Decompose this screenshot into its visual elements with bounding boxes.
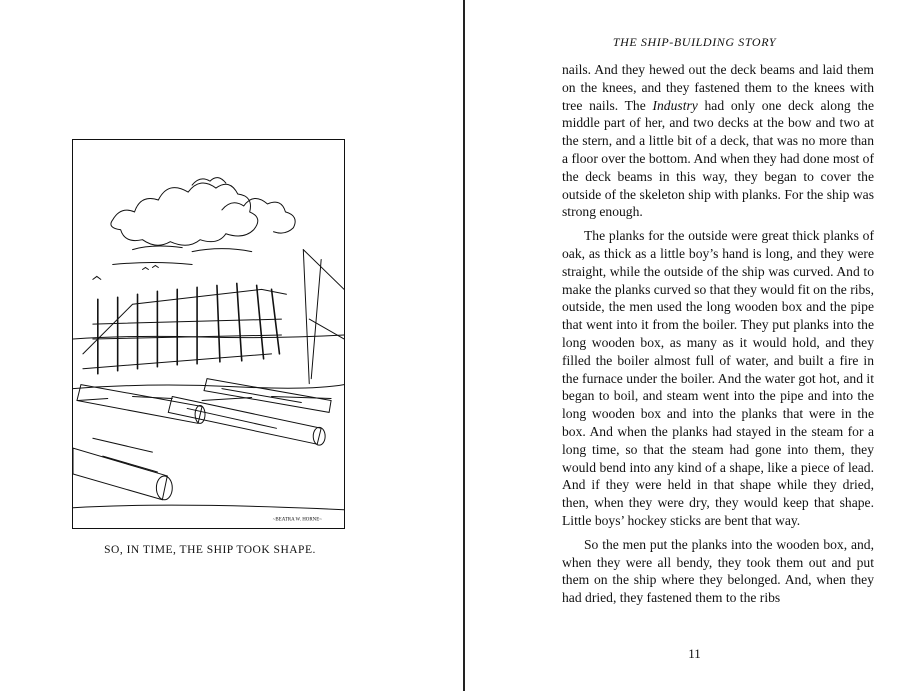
paragraph-1-text-end: had only one deck along the middle part of her, and two decks at the bow and two at the stern, and a little bit of a deck, that was no more than a floor over the bottom. And when they had done most of the deck beams in this way, they began to cover the outside of the skeleton ship with planks. For the ship was strong enough.	[562, 97, 874, 220]
ship-name-italic: Industry	[652, 97, 698, 113]
right-page	[465, 0, 924, 691]
illustration-signature: ~BEATRA W. HORNE~	[272, 517, 322, 523]
body-text	[562, 61, 874, 613]
paragraph-1-text-start: nails. And they hewed out the deck beams and laid them on the knees, and they fastened them to the knees with tree nails. The	[562, 62, 874, 113]
paragraph-3: So the men put the planks into the wooden box, and, when they were all bendy, they took them out and put them on the ship where they belonged. And, when they had dried, they fastened them to the ribs	[562, 536, 874, 606]
running-head: THE SHIP-BUILDING STORY	[612, 35, 777, 49]
paragraph-2: The planks for the outside were great thick planks of oak, as thick as a little boy’s hand is long, and they were straight, while the outside of the ship was curved. And to make the planks curved so that they would fit on the ribs, outside, the men used the long wooden box and the pipe that went into it from the boiler. They put planks into the long wooden box, as many as it would hold, and they filled the boiler almost full of water, and built a fire in the furnace under the boiler. And the water got hot, and it began to boil, and steam went into the pipe and into the long wooden box and into the planks that were in the box. And when the planks had stayed in the steam for a long time, so that the steam had gone into them, they would bend into any kind of a shape, like a piece of lead. And if they were held in that shape while they dried, then, when they were dry, they would keep that shape. Little boys’ hockey sticks are bent that way.	[562, 228, 874, 528]
paragraph-1	[562, 61, 874, 221]
illustration-caption: SO, IN TIME, THE SHIP TOOK SHAPE.	[104, 544, 316, 556]
ship-illustration	[72, 139, 345, 529]
ship-drawing	[73, 140, 344, 528]
page-number: 11	[688, 646, 701, 661]
